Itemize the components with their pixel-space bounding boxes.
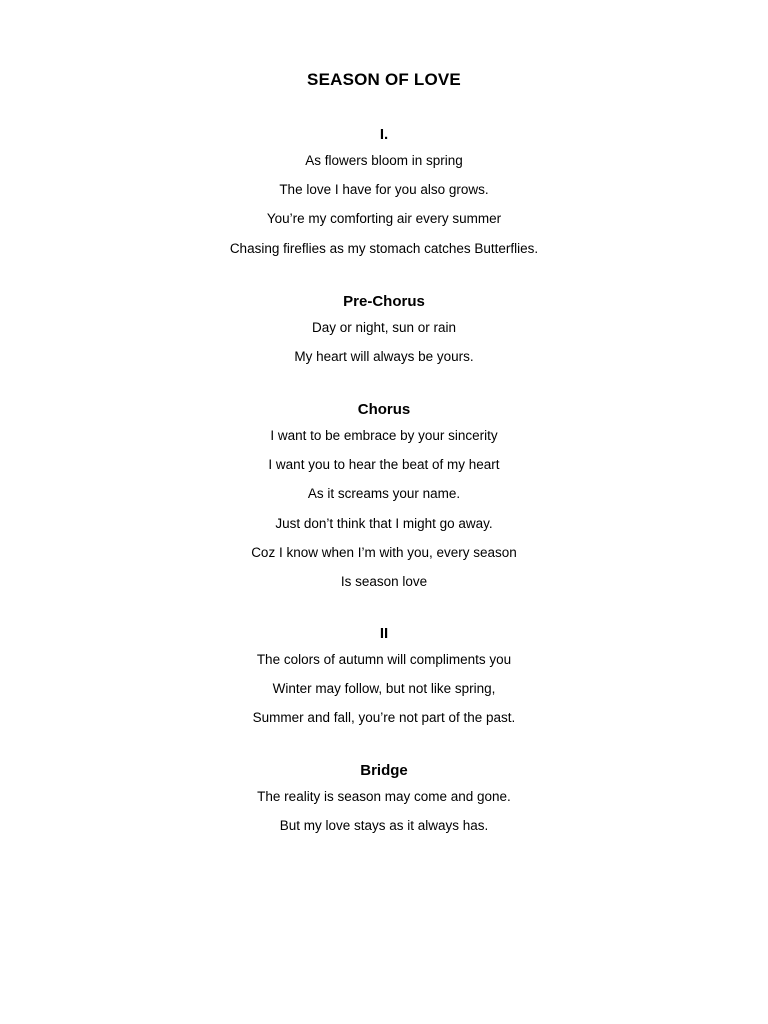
section-heading: Bridge [360,762,408,779]
section-pre-chorus [0,291,768,371]
lyric-line: Winter may follow, but not like spring, [272,681,496,697]
lyric-line: Just don’t think that I might go away. [275,515,493,531]
section-verse-1 [0,124,768,263]
section-heading: Chorus [357,401,411,418]
lyric-line: Is season love [340,573,428,589]
lyric-line: Coz I know when I’m with you, every season [251,544,517,560]
section-heading: Pre-Chorus [343,293,425,310]
lyric-line: The colors of autumn will compliments you [256,652,512,667]
section-verse-2 [0,623,768,733]
lyric-line: I want to be embrace by your sincerity [270,428,498,443]
lyric-line: As flowers bloom in spring [305,153,463,168]
lyric-line: You’re my comforting air every summer [266,211,502,227]
lyric-line: The reality is season may come and gone. [257,789,511,804]
section-heading: I. [379,126,389,143]
lyric-line: Day or night, sun or rain [311,320,457,335]
lyric-line: As it screams your name. [307,486,461,502]
document-title: SEASON OF LOVE [307,70,461,89]
lyric-line: But my love stays as it always has. [279,818,489,834]
section-bridge [0,760,768,840]
section-heading: II [379,625,389,642]
section-chorus [0,399,768,596]
lyric-line: Summer and fall, you’re not part of the past. [252,710,516,726]
lyric-line: Chasing fireflies as my stomach catches Butterflies. [229,240,539,256]
lyric-line: I want you to hear the beat of my heart [268,457,500,473]
lyric-line: My heart will always be yours. [294,349,474,365]
lyric-line: The love I have for you also grows. [279,182,489,198]
